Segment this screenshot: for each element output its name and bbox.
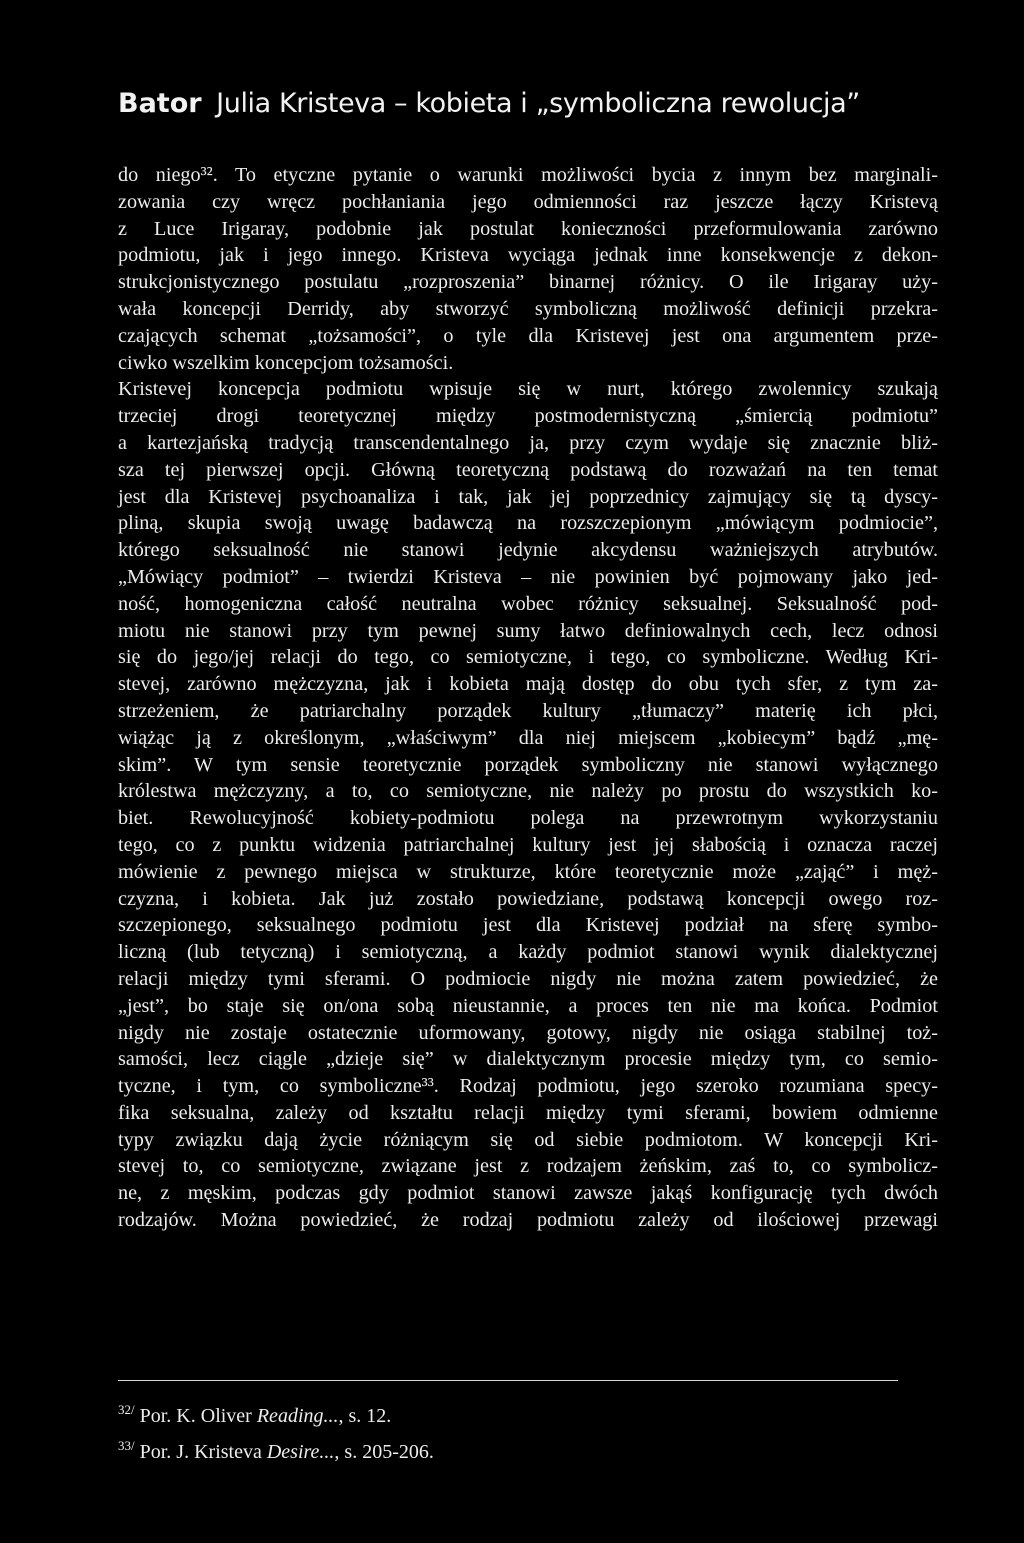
footnote-33	[118, 1428, 938, 1464]
text-line: do niego³². To etyczne pytanie o warunki możliwości bycia z innym bez marginali-	[118, 164, 938, 186]
text-line: stevej, zarówno mężczyzna, jak i kobieta mają dostęp do obu tych sfer, z tym za-	[118, 673, 938, 696]
body-text	[118, 162, 938, 1234]
text-line: samości, lecz ciągle „dzieje się” w dialektycznym procesie między tym, co semio-	[118, 1048, 938, 1071]
text-line: którego seksualność nie stanowi jedynie akcydensu ważniejszych atrybutów.	[118, 539, 938, 562]
footnotes	[118, 1392, 938, 1464]
text-line: „jest”, bo staje się on/ona sobą nieustannie, a proces ten nie ma końca. Podmiot	[118, 994, 938, 1017]
text-line: rodzajów. Można powiedzieć, że rodzaj podmiotu zależy od ilościowej przewagi	[118, 1209, 938, 1232]
footnote-pages: , s. 205-206.	[334, 1441, 434, 1463]
footnote-text: Por. J. Kristeva	[134, 1441, 267, 1463]
text-line: trzeciej drogi teoretycznej między postmodernistyczną „śmiercią podmiotu”	[118, 405, 938, 428]
footnote-pages: , s. 12.	[338, 1405, 392, 1427]
text-line: miotu nie stanowi przy tym pewnej sumy łatwo definiowalnych cech, lecz odnosi	[118, 619, 938, 642]
running-header	[118, 80, 918, 128]
header-title: Julia Kristeva – kobieta i „symboliczna rewolucja”	[216, 88, 860, 119]
header-author: Bator	[118, 88, 202, 119]
text-line: wiążąc ją z określonym, „właściwym” dla niej miejscem „kobiecym” bądź „mę-	[118, 726, 938, 749]
text-line: szczepionego, seksualnego podmiotu jest dla Kristevej podział na sferę symbo-	[118, 914, 938, 937]
footnote-text: Por. K. Oliver	[134, 1405, 257, 1427]
text-line: fika seksualna, zależy od kształtu relacji między tymi sferami, bowiem odmienne	[118, 1101, 938, 1124]
text-line: czających schemat „tożsamości”, o tyle dla Kristevej jest ona argumentem prze-	[118, 324, 938, 347]
text-line: tyczne, i tym, co symboliczne³³. Rodzaj podmiotu, jego szeroko rozumiana specy-	[118, 1075, 938, 1098]
text-line: liczną (lub tetyczną) i semiotyczną, a każdy podmiot stanowi wynik dialektycznej	[118, 941, 938, 964]
text-line: ność, homogeniczna całość neutralna wobec różnicy seksualnej. Seksualność pod-	[118, 592, 938, 615]
text-line: pliną, skupia swoją uwagę badawczą na rozszczepionym „mówiącym podmiocie”,	[118, 512, 938, 535]
footnote-32	[118, 1392, 938, 1428]
footnote-work-title: Desire...	[266, 1441, 335, 1463]
text-line: skim”. W tym sensie teoretycznie porządek symboliczny nie stanowi wyłącznego	[118, 753, 938, 776]
text-line: mówienie z pewnego miejsca w strukturze, które teoretycznie może „zająć” i męż-	[118, 860, 938, 883]
text-line: relacji między tymi sferami. O podmiocie nigdy nie można zatem powiedzieć, że	[118, 967, 938, 990]
text-line: nigdy nie zostaje ostatecznie uformowany, gotowy, nigdy nie osiąga stabilnej toż-	[118, 1021, 938, 1044]
text-line: się do jego/jej relacji do tego, co semiotyczne, i tego, co symboliczne. Według Kri-	[118, 646, 938, 669]
text-line: stevej to, co semiotyczne, związane jest z rodzajem żeńskim, zaś to, co symbolicz-	[118, 1155, 938, 1178]
text-line: sza tej pierwszej opcji. Główną teoretyczną podstawą do rozważań na ten temat	[118, 458, 938, 481]
text-line: czyzna, i kobieta. Jak już zostało powiedziane, podstawą koncepcji owego roz-	[118, 887, 938, 910]
text-line: podmiotu, jak i jego innego. Kristeva wyciąga jednak inne konsekwencje z dekon-	[118, 244, 938, 267]
text-line: królestwa mężczyzny, a to, co semiotyczne, nie należy po prostu do wszystkich ko-	[118, 780, 938, 803]
text-line: jest dla Kristevej psychoanaliza i tak, jak jej poprzednicy zajmujący się tą dyscy-	[118, 485, 938, 508]
text-line: a kartezjańską tradycją transcendentalnego ja, przy czym wydaje się znacznie bliż-	[118, 431, 938, 454]
text-line: ciwko wszelkim koncepcjom tożsamości.	[118, 351, 454, 374]
footnote-mark: 33/	[118, 1438, 135, 1453]
text-line: strzeżeniem, że patriarchalny porządek kultury „tłumaczy” materię ich płci,	[118, 699, 938, 722]
text-line: typy związku dają życie różniącym się od siebie podmiotom. W koncepcji Kri-	[118, 1128, 938, 1151]
text-line: biet. Rewolucyjność kobiety-podmiotu polega na przewrotnym wykorzystaniu	[118, 807, 938, 830]
text-line: ne, z męskim, podczas gdy podmiot stanowi zawsze jakąś konfigurację tych dwóch	[118, 1182, 938, 1205]
text-line: zowania czy wręcz pochłaniania jego odmienności raz jeszcze łączy Kristevą	[118, 190, 938, 213]
footnote-work-title: Reading...	[256, 1405, 339, 1427]
text-line: Kristevej koncepcja podmiotu wpisuje się w nurt, którego zwolennicy szukają	[118, 378, 938, 401]
text-line: strukcjonistycznego postulatu „rozproszenia” binarnej różnicy. O ile Irigaray uży-	[118, 271, 938, 294]
text-line: tego, co z punktu widzenia patriarchalnej kultury jest jej słabością i oznacza raczej	[118, 833, 938, 856]
text-line: wała koncepcji Derridy, aby stworzyć symboliczną możliwość definicji przekra-	[118, 297, 938, 320]
footnote-divider	[118, 1380, 898, 1381]
footnote-mark: 32/	[118, 1402, 135, 1417]
text-line: „Mówiący podmiot” – twierdzi Kristeva – nie powinien być pojmowany jako jed-	[118, 565, 938, 588]
text-line: z Luce Irigaray, podobnie jak postulat konieczności przeformulowania zarówno	[118, 217, 938, 240]
